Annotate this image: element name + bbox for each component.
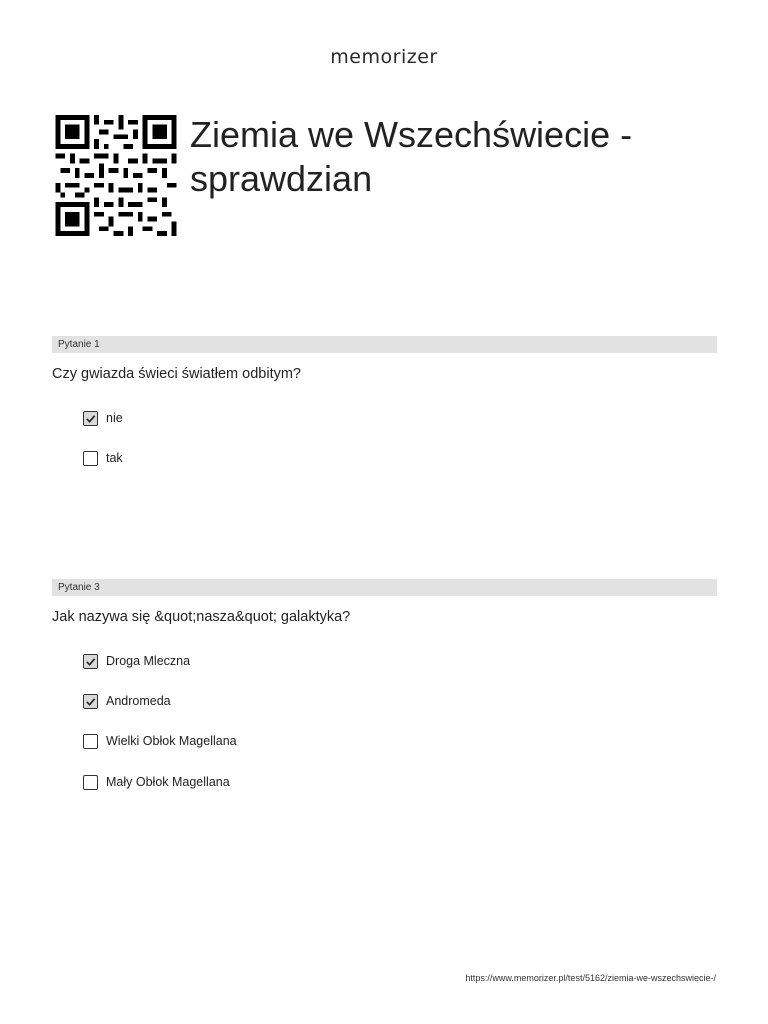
question-3-option-3[interactable] — [83, 732, 237, 750]
checkbox-empty-icon[interactable] — [83, 734, 98, 749]
page-title: Ziemia we Wszechświecie - sprawdzian — [190, 114, 633, 199]
option-label: Droga Mleczna — [106, 654, 191, 668]
question-3-option-2[interactable] — [83, 692, 171, 710]
checkbox-empty-icon[interactable] — [83, 775, 98, 790]
memorizer-logo: memorizer — [330, 46, 438, 68]
checkbox-checked-icon[interactable] — [83, 694, 98, 709]
option-label: nie — [106, 411, 123, 425]
question-1-option-1[interactable] — [83, 409, 123, 427]
question-3-option-4[interactable] — [83, 773, 230, 791]
option-label: tak — [106, 451, 123, 465]
checkbox-checked-icon[interactable] — [83, 411, 98, 426]
option-label: Wielki Obłok Magellana — [106, 734, 237, 748]
question-3-option-1[interactable] — [83, 652, 190, 670]
checkbox-checked-icon[interactable] — [83, 654, 98, 669]
question-1-option-2[interactable] — [83, 449, 123, 467]
qr-code — [52, 115, 180, 236]
checkbox-empty-icon[interactable] — [83, 451, 98, 466]
question-3-header: Pytanie 3 — [52, 579, 717, 596]
option-label: Mały Obłok Magellana — [106, 775, 230, 789]
question-1-text: Czy gwiazda świeci światłem odbitym? — [52, 366, 301, 382]
option-label: Andromeda — [106, 694, 171, 708]
question-3-text: Jak nazywa się &quot;nasza&quot; galaktyka? — [52, 609, 351, 625]
footer-url[interactable]: https://www.memorizer.pl/test/5162/ziemia-we-wszechswiecie-/ — [465, 973, 716, 983]
question-1-header: Pytanie 1 — [52, 336, 717, 353]
